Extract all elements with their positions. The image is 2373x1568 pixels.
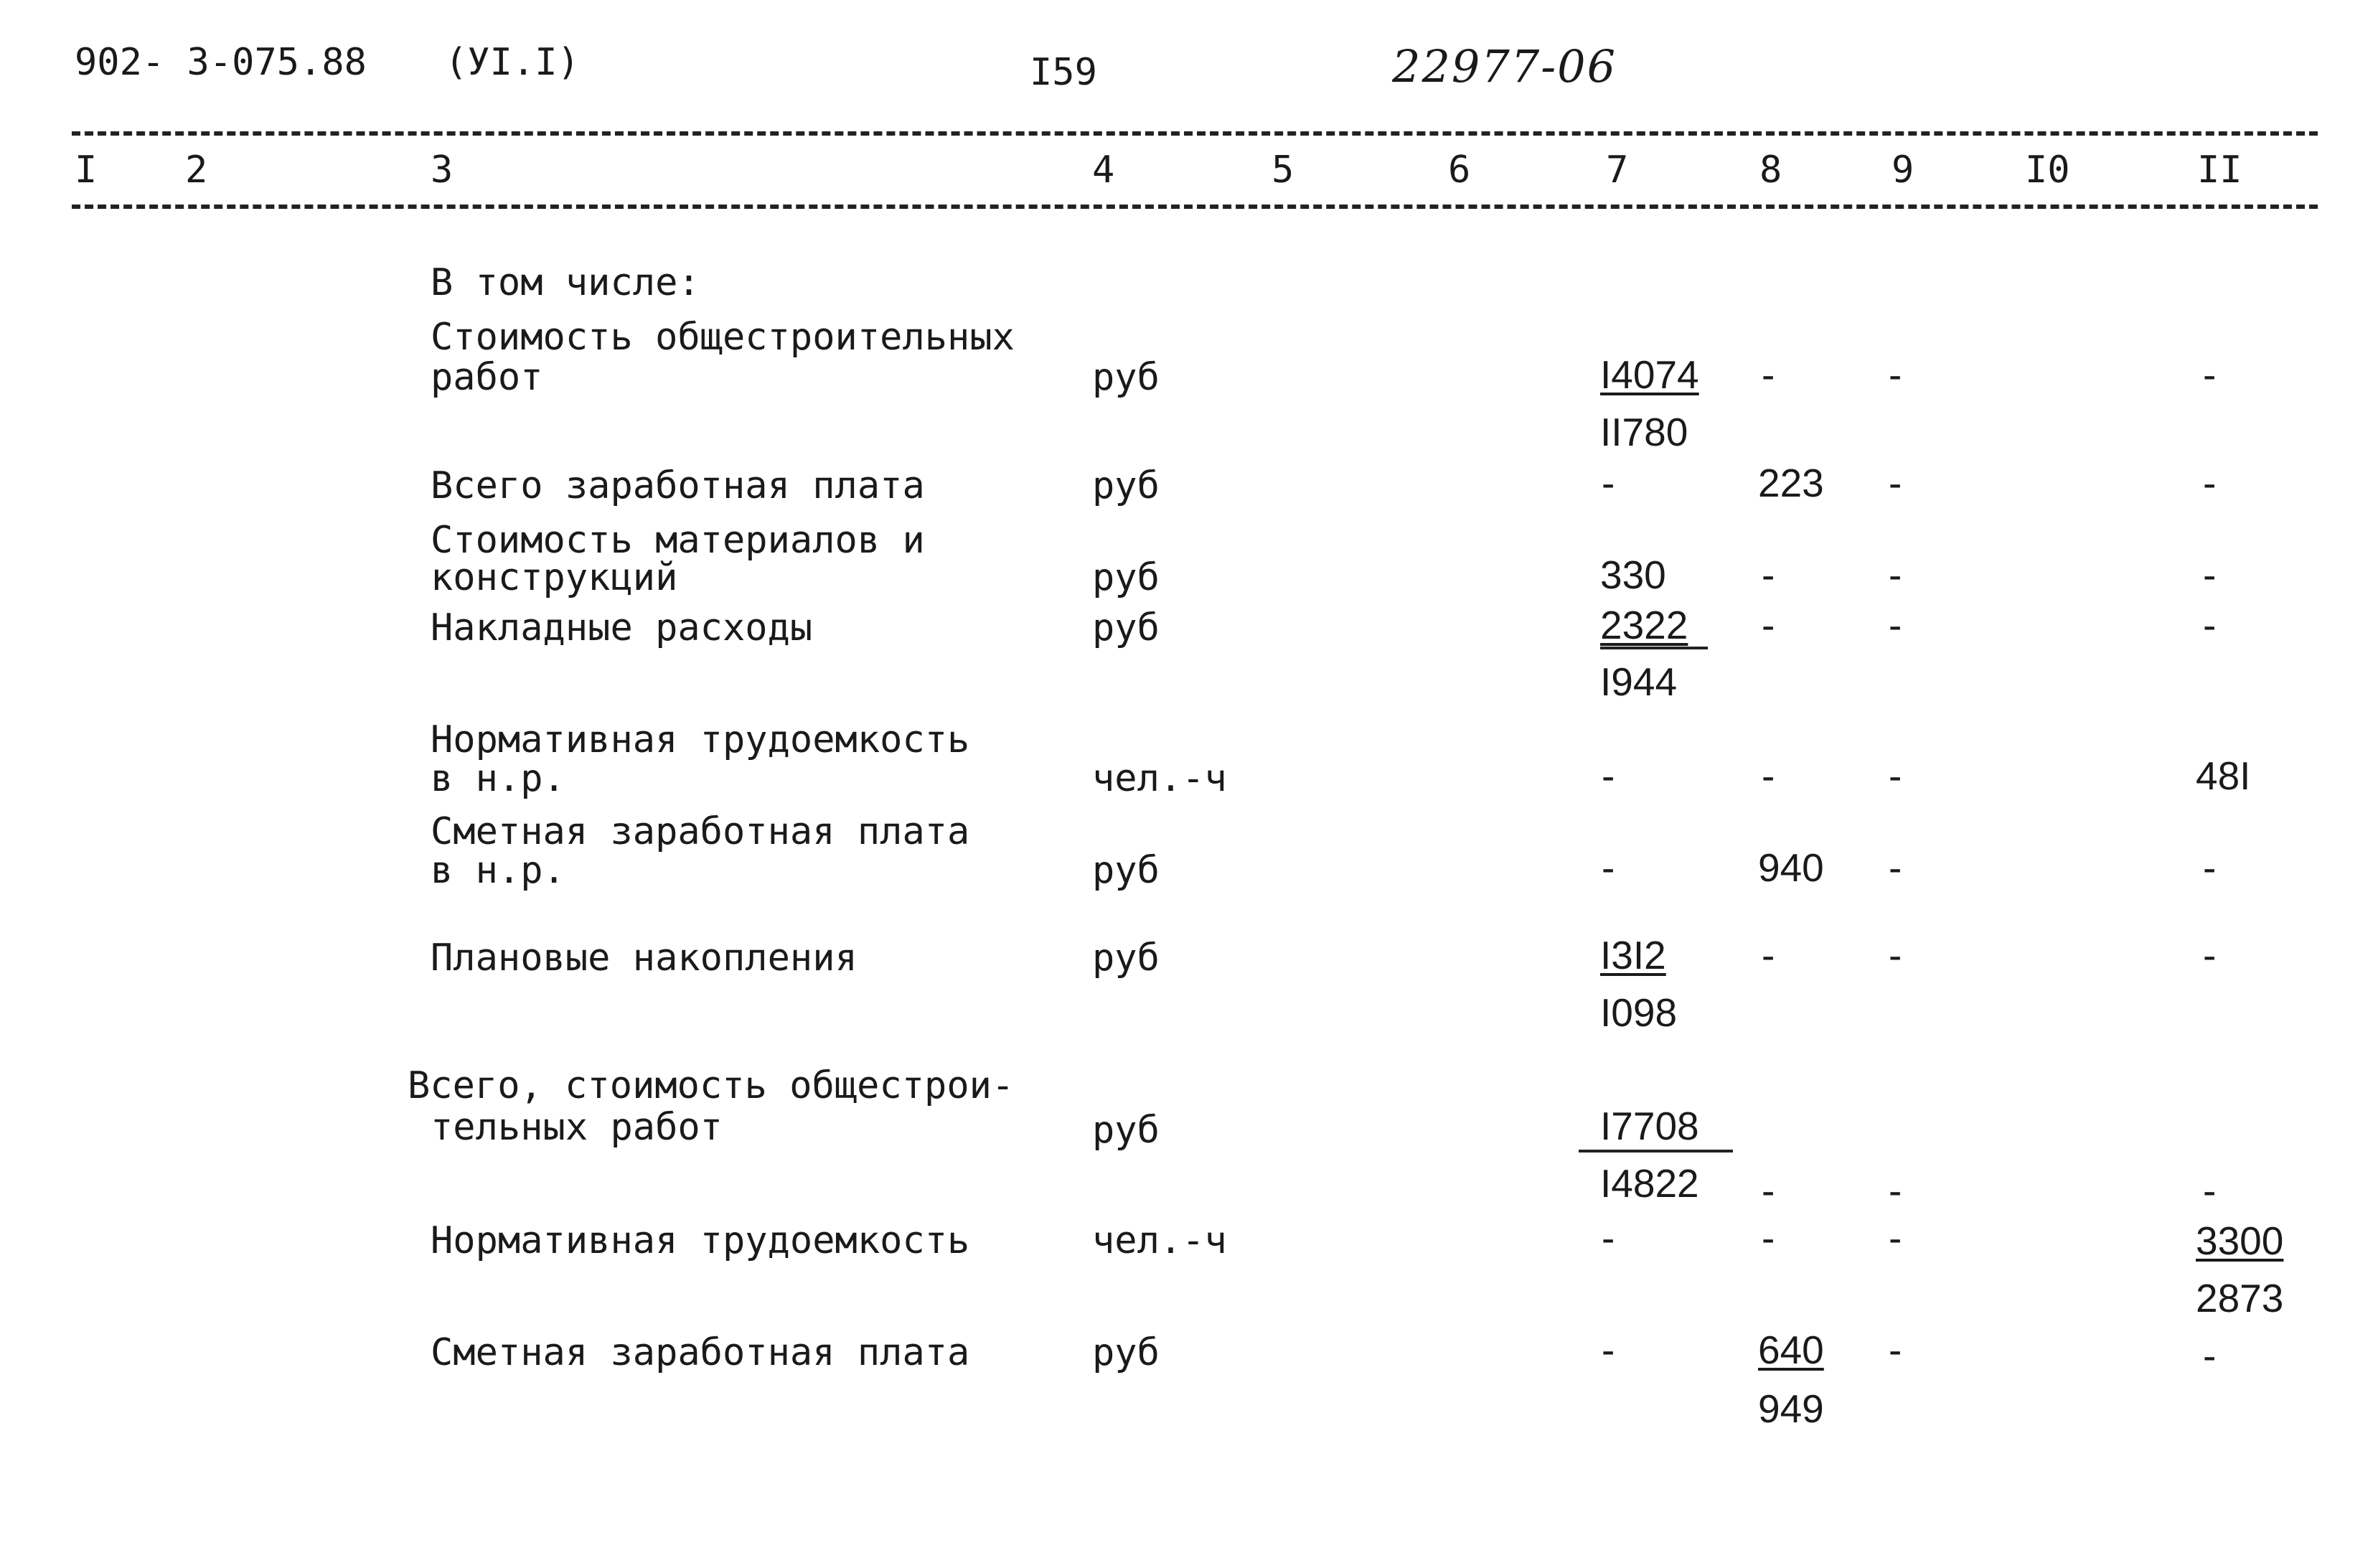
col7-value: - [1602, 461, 1615, 505]
col7-value: I944 [1600, 659, 1678, 704]
column-header: 7 [1606, 149, 1629, 192]
column-header: 9 [1892, 149, 1914, 192]
col7-value: - [1602, 1328, 1615, 1372]
row-label: в н.р. [431, 849, 565, 892]
col8-value: - [1762, 933, 1775, 977]
unit-cell: чел.-ч [1092, 1219, 1227, 1262]
column-header: II [2197, 149, 2242, 192]
col7-value: 330 [1600, 553, 1666, 597]
col11-value: - [2203, 352, 2217, 397]
unit-cell: руб [1092, 606, 1160, 649]
unit-cell: руб [1092, 849, 1160, 892]
col11-value: 3300 [2196, 1219, 2284, 1263]
row-label: Нормативная трудоемкость [431, 1219, 970, 1262]
col9-value: - [1889, 553, 1902, 597]
header-bottom-rule [72, 205, 2318, 209]
col7-value: II780 [1600, 410, 1688, 454]
unit-cell: руб [1092, 1109, 1160, 1152]
row-label: Нормативная трудоемкость [431, 718, 970, 761]
header-top-rule [72, 131, 2318, 136]
row-label: Всего заработная плата [431, 464, 925, 507]
column-header: 4 [1092, 149, 1115, 192]
col7-value: - [1602, 845, 1615, 890]
unit-cell: руб [1092, 936, 1160, 980]
column-header: 6 [1448, 149, 1471, 192]
fraction-bar [1600, 647, 1708, 649]
col8-value: 640 [1758, 1328, 1824, 1372]
col9-value: - [1889, 352, 1902, 397]
handwritten-number: 22977-06 [1392, 40, 1617, 93]
col7-value: I3I2 [1600, 933, 1666, 977]
row-label: Стоимость материалов и [431, 519, 925, 562]
col8-value: - [1762, 553, 1775, 597]
col11-value: - [2203, 1333, 2217, 1378]
unit-cell: чел.-ч [1092, 757, 1227, 800]
col11-value: - [2203, 603, 2217, 647]
col11-value: - [2203, 933, 2217, 977]
column-header: 2 [185, 149, 208, 192]
col11-value: 2873 [2196, 1276, 2284, 1320]
unit-cell: руб [1092, 356, 1160, 399]
col9-value: - [1889, 754, 1902, 798]
row-label: конструкций [431, 556, 678, 599]
col9-value: - [1889, 603, 1902, 647]
column-header: I [75, 149, 98, 192]
col8-value: 940 [1758, 845, 1824, 890]
col8-value: 223 [1758, 461, 1824, 505]
col9-value: - [1889, 461, 1902, 505]
column-header: 8 [1759, 149, 1782, 192]
col8-value: 949 [1758, 1386, 1824, 1431]
row-label: В том числе: [431, 261, 700, 304]
col9-value: - [1889, 1328, 1902, 1372]
col8-value: - [1762, 603, 1775, 647]
col7-value: I4822 [1600, 1161, 1699, 1206]
col7-value: I098 [1600, 990, 1678, 1035]
col11-value: - [2203, 1168, 2217, 1213]
col11-value: - [2203, 461, 2217, 505]
col11-value: 48I [2196, 754, 2251, 798]
col9-value: - [1889, 845, 1902, 890]
row-label: тельных работ [431, 1106, 723, 1149]
col9-value: - [1889, 1168, 1902, 1213]
col11-value: - [2203, 553, 2217, 597]
page-number: I59 [1030, 51, 1097, 94]
row-label: Накладные расходы [431, 606, 813, 649]
column-header: 3 [431, 149, 454, 192]
col11-value: - [2203, 845, 2217, 890]
col7-value: - [1602, 754, 1615, 798]
col7-value: - [1602, 1216, 1615, 1260]
document-code: 902- 3-075.88 [75, 41, 367, 84]
col8-value: - [1762, 1168, 1775, 1213]
unit-cell: руб [1092, 1331, 1160, 1374]
col8-value: - [1762, 1216, 1775, 1260]
col8-value: - [1762, 754, 1775, 798]
row-label: Всего, стоимость общестрои- [408, 1064, 1015, 1107]
col9-value: - [1889, 1216, 1902, 1260]
fraction-bar [1579, 1150, 1733, 1152]
row-label: работ [431, 356, 543, 399]
column-header: 5 [1272, 149, 1294, 192]
unit-cell: руб [1092, 556, 1160, 599]
row-label: Стоимость общестроительных [431, 316, 1015, 359]
row-label: в н.р. [431, 757, 565, 800]
section-number: (УI.I) [445, 41, 580, 84]
col8-value: - [1762, 352, 1775, 397]
column-header: I0 [2025, 149, 2070, 192]
col7-value: I4074 [1600, 352, 1699, 397]
col7-value: 2322 [1600, 603, 1688, 647]
col7-value: I7708 [1600, 1104, 1699, 1148]
col9-value: - [1889, 933, 1902, 977]
row-label: Сметная заработная плата [431, 810, 970, 853]
unit-cell: руб [1092, 464, 1160, 507]
row-label: Сметная заработная плата [431, 1331, 970, 1374]
row-label: Плановые накопления [431, 936, 857, 980]
